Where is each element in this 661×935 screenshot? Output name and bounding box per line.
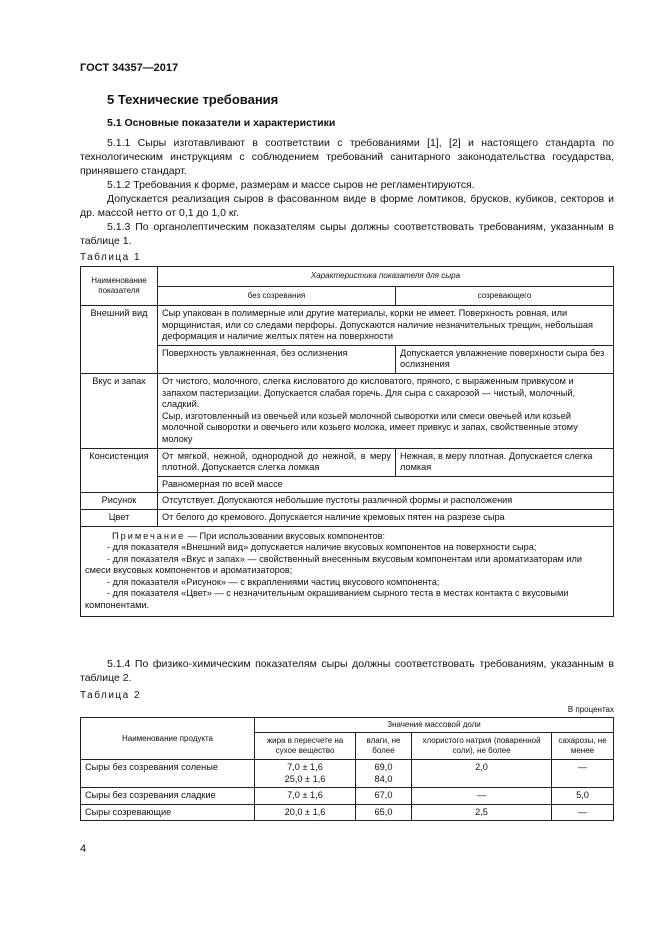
t2-cell-sugar: 5,0	[552, 788, 614, 805]
subsection-title: 5.1 Основные показатели и характеристики	[107, 117, 336, 129]
table2-unit: В процентах	[567, 705, 614, 714]
t2-cell-moisture	[356, 760, 412, 788]
t1-head-col1: без созревания	[158, 286, 396, 306]
t2-head-group: Значение массовой доли	[255, 718, 614, 733]
t2-head-fat: жира в пересчете на сухое вещество	[255, 733, 356, 760]
t2-head-moisture: влаги, не более	[356, 733, 412, 760]
t1-cell: Сыр упакован в полимерные или другие материалы, корки не имеет. Поверхность ровная, или морщинистая, или со следами перфоры. Допускаются наличие незначительных трещин, небольшая деформация и наличие желтых пятен на поверхности	[158, 306, 614, 346]
t1-note-line: - для показателя «Рисунок» — с вкраплениями частиц вкусового компонента;	[107, 576, 440, 587]
t2-head-name: Наименование продукта	[81, 718, 255, 760]
t1-note-line: - для показателя «Цвет» — с незначительным окрашиванием сырного теста в местах контакта с вкусовыми компонентами.	[85, 588, 569, 611]
t2-cell-sugar: —	[552, 760, 614, 788]
t1-head-col2: созревающего	[396, 286, 614, 306]
table1-caption: Таблица 1	[80, 252, 142, 263]
t1-cell-text: Сыр, изготовленный из овечьей или козьей молочной сыворотки или смеси овечьей или козьей молочной сыворотки и овечьего или козьего молока, имеет привкус и запах, свойственные этому молоку	[162, 410, 578, 444]
t2-cell-moisture: 67,0	[356, 788, 412, 805]
t2-row-name: Сыры без созревания сладкие	[81, 788, 255, 805]
t1-cell: Равномерная по всей массе	[158, 476, 614, 493]
paragraph-5-1-1: 5.1.1 Сыры изготавливают в соответствии с требованиями [1], [2] и настоящего стандарта по технологическим инструкциям с соблюдением требований санитарного законодательства государства, принявшего стандарт.	[80, 137, 614, 177]
t1-head-name: Наименование показателя	[81, 267, 158, 306]
t1-cell-text: От чистого, молочного, слегка кисловатого до кисловатого, пряного, с выраженным привкусом и запахом пастеризации. Допускается слабая горечь. Для сыра с сахарозой — чистый, молочный, сладкий.	[162, 375, 576, 410]
t1-cell: Отсутствует. Допускаются небольшие пустоты различной формы и расположения	[158, 493, 614, 510]
t1-cell	[158, 373, 614, 448]
t2-value: 69,0	[374, 762, 393, 772]
t1-row-name: Цвет	[81, 509, 158, 526]
t1-row-name: Вкус и запах	[81, 373, 158, 448]
t1-note-intro	[85, 531, 609, 543]
t1-note-line: - для показателя «Вкус и запах» — свойственный внесенным вкусовым компонентам или ароматизаторам или смеси вкусовых компонентов и ароматизаторов;	[85, 553, 583, 576]
t1-cell: Нежная, в меру плотная. Допускается слегка ломкая	[396, 448, 614, 476]
t1-cell: От белого до кремового. Допускается наличие кремовых пятен на разрезе сыра	[158, 509, 614, 526]
t2-value: 25,0 ± 1,6	[284, 773, 326, 784]
document-header: ГОСТ 34357—2017	[80, 62, 179, 74]
t1-note-label: Примечание	[112, 530, 186, 541]
t2-head-salt: хлористого натрия (поваренной соли), не более	[412, 733, 552, 760]
page-number: 4	[80, 843, 87, 855]
t2-cell-sugar: —	[552, 804, 614, 821]
t2-cell-salt: —	[412, 788, 552, 805]
paragraph-5-1-2: 5.1.2 Требования к форме, размерам и массе сыров не регламентируются.	[107, 179, 475, 191]
t2-value: 7,0 ± 1,6	[287, 762, 323, 772]
t1-note	[81, 526, 614, 616]
t2-row-name: Сыры созревающие	[81, 804, 255, 821]
t1-cell: От мягкой, нежной, однородной до нежной, в меру плотной. Допускается слегка ломкая	[158, 448, 396, 476]
t2-cell-salt: 2,5	[412, 804, 552, 821]
paragraph-5-1-4: 5.1.4 По физико-химическим показателям сыры должны соответствовать требованиям, указанным в таблице 2.	[80, 658, 614, 684]
section-title: 5 Технические требования	[107, 92, 279, 107]
t2-cell-fat	[255, 760, 356, 788]
paragraph-5-1-3: 5.1.3 По органолептическим показателям сыры должны соответствовать требованиям, указанным в таблице 1.	[80, 221, 614, 247]
t2-value: 84,0	[374, 773, 393, 784]
table2-caption: Таблица 2	[80, 690, 142, 701]
t1-row-name: Консистенция	[81, 448, 158, 493]
t2-cell-moisture: 65,0	[356, 804, 412, 821]
t1-note-line: - для показателя «Внешний вид» допускается наличие вкусовых компонентов на поверхности сыра;	[107, 542, 537, 553]
t2-head-sugar: сахарозы, не менее	[552, 733, 614, 760]
t1-cell: Допускается увлажнение поверхности сыра без ослизнения	[396, 345, 614, 373]
t2-cell-salt: 2,0	[412, 760, 552, 788]
t1-row-name: Рисунок	[81, 493, 158, 510]
t1-head-group: Характеристика показателя для сыра	[158, 267, 614, 287]
organoleptic-table	[80, 266, 614, 617]
paragraph-5-1-2-b: Допускается реализация сыров в фасованном виде в форме ломтиков, брусков, кубиков, секторов и др. массой нетто от 0,1 до 1,0 кг.	[80, 193, 614, 219]
physico-chemical-table	[80, 717, 614, 821]
t2-cell-fat: 20,0 ± 1,6	[255, 804, 356, 821]
t1-note-intro-text: — При использовании вкусовых компонентов:	[185, 530, 386, 541]
t1-cell: Поверхность увлажненная, без ослизнения	[158, 345, 396, 373]
t2-row-name: Сыры без созревания соленые	[81, 760, 255, 788]
t2-cell-fat: 7,0 ± 1,6	[255, 788, 356, 805]
t1-row-name: Внешний вид	[81, 306, 158, 374]
